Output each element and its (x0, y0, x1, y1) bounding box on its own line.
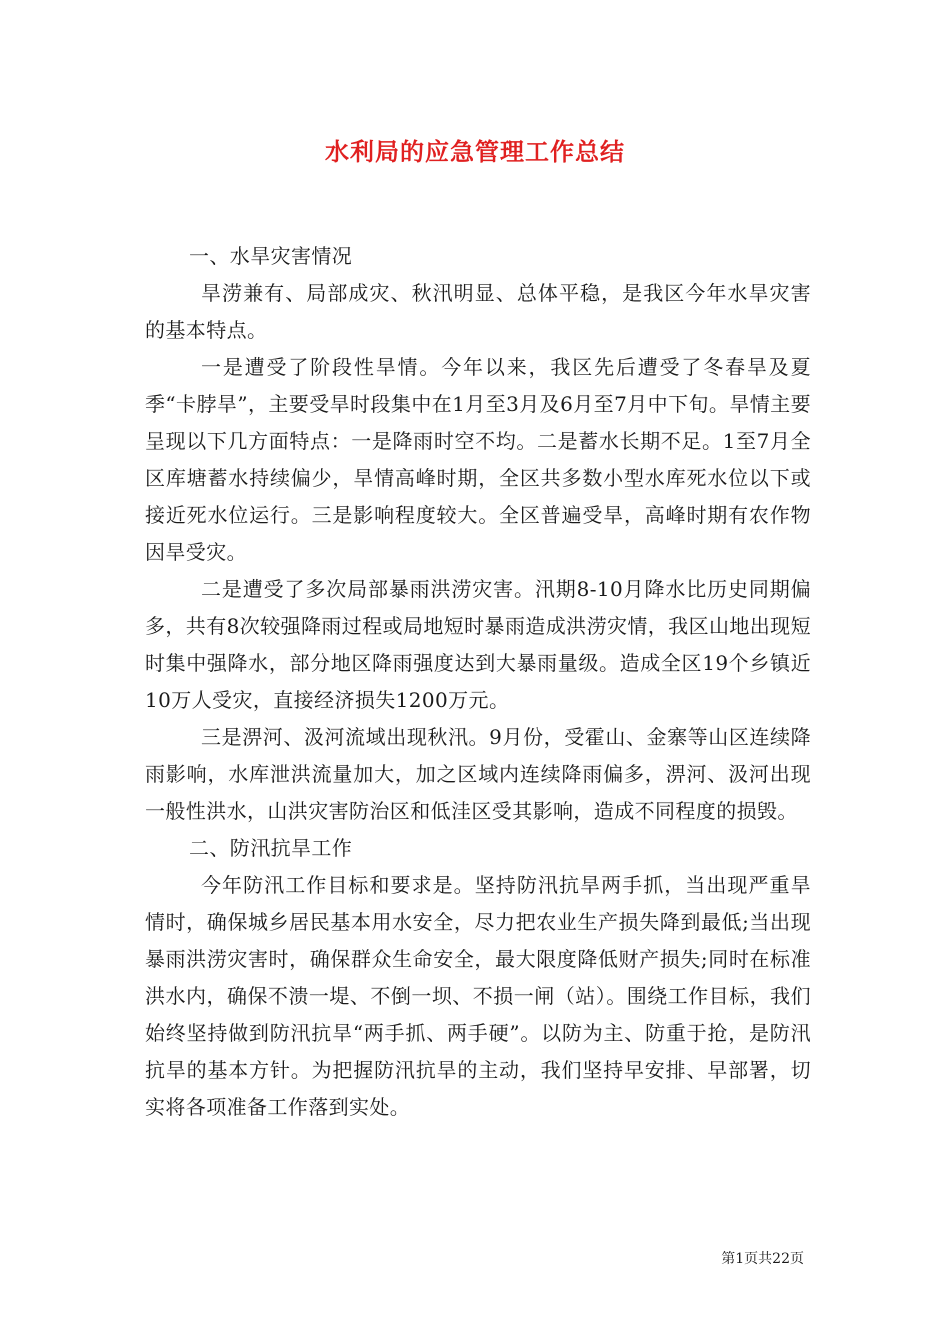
document-body (145, 238, 811, 1126)
paragraph-flood: 二是遭受了多次局部暴雨洪涝灾害。汛期8-10月降水比历史同期偏多，共有8次较强降雨过程或局地短时暴雨造成洪涝灾情，我区山地出现短时集中强降水，部分地区降雨强度达到大暴雨量级。造成全区19个乡镇近10万人受灾，直接经济损失1200万元。 (145, 577, 811, 712)
page-number: 第1页共22页 (721, 1251, 804, 1267)
section-heading-1: 一、水旱灾害情况 (189, 244, 353, 268)
section-heading-2: 二、防汛抗旱工作 (189, 836, 353, 860)
paragraph-summary: 旱涝兼有、局部成灾、秋汛明显、总体平稳，是我区今年水旱灾害的基本特点。 (145, 281, 811, 342)
paragraph-autumn-flood: 三是淠河、汲河流域出现秋汛。9月份，受霍山、金寨等山区连续降雨影响，水库泄洪流量加大，加之区域内连续降雨偏多，淠河、汲河出现一般性洪水，山洪灾害防治区和低洼区受其影响，造成不同程度的损毁。 (145, 725, 811, 823)
paragraph-work-goals: 今年防汛工作目标和要求是。坚持防汛抗旱两手抓，当出现严重旱情时，确保城乡居民基本用水安全，尽力把农业生产损失降到最低;当出现暴雨洪涝灾害时，确保群众生命安全，最大限度降低财产损失;同时在标准洪水内，确保不溃一堤、不倒一坝、不损一闸（站）。围绕工作目标，我们始终坚持做到防汛抗旱“两手抓、两手硬”。以防为主、防重于抢，是防汛抗旱的基本方针。为把握防汛抗旱的主动，我们坚持早安排、早部署，切实将各项准备工作落到实处。 (145, 873, 811, 1119)
paragraph-drought: 一是遭受了阶段性旱情。今年以来，我区先后遭受了冬春旱及夏季“卡脖旱”，主要受旱时段集中在1月至3月及6月至7月中下旬。旱情主要呈现以下几方面特点：一是降雨时空不均。二是蓄水长期不足。1至7月全区库塘蓄水持续偏少，旱情高峰时期，全区共多数小型水库死水位以下或接近死水位运行。三是影响程度较大。全区普遍受旱，高峰时期有农作物因旱受灾。 (145, 355, 811, 564)
document-title: 水利局的应急管理工作总结 (325, 137, 625, 166)
